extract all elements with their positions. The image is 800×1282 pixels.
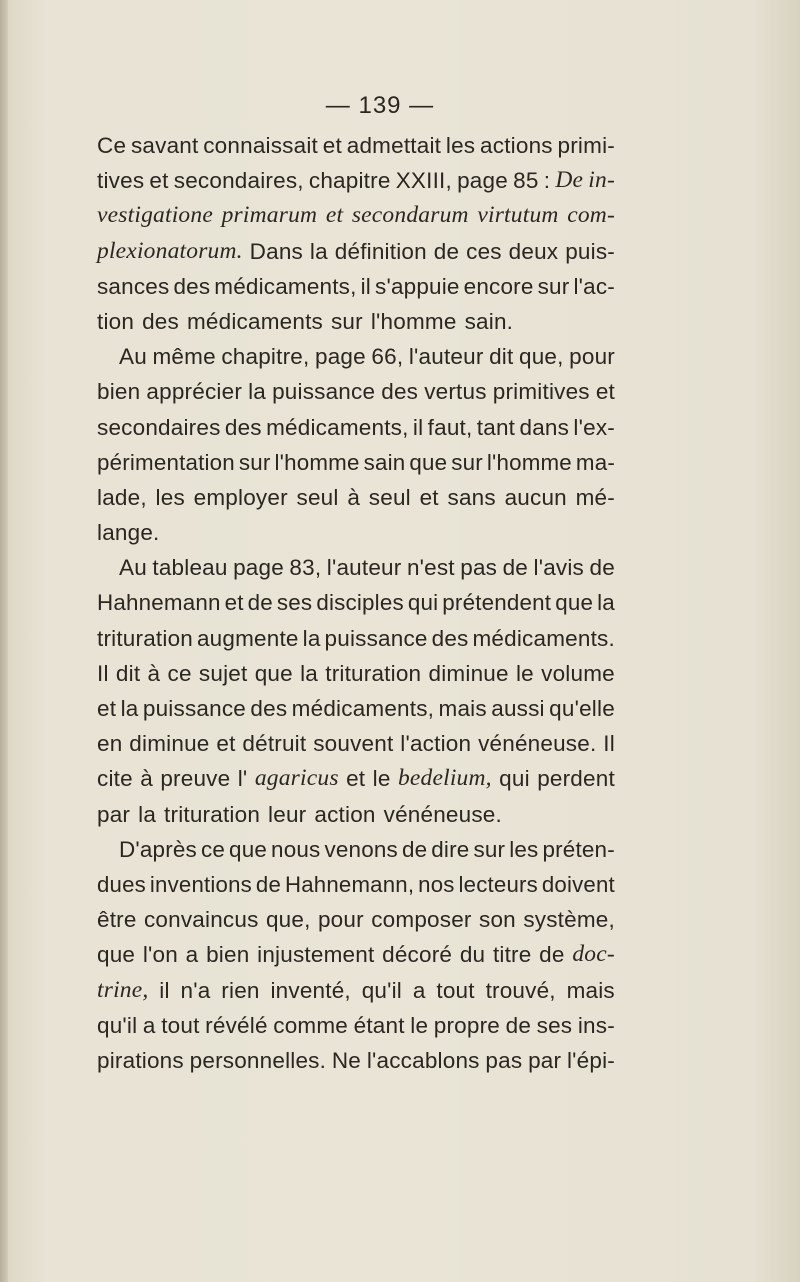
text-word: tout <box>161 1012 200 1038</box>
text-word: sur <box>238 449 271 475</box>
text-word: qu'il <box>97 1012 138 1038</box>
text-word: : <box>543 168 551 194</box>
text-line <box>97 973 615 1008</box>
text-word: détruit <box>242 731 307 757</box>
text-word: rien <box>221 977 260 1003</box>
text-line <box>97 410 615 445</box>
text-word: en <box>97 731 123 757</box>
text-word: volume <box>541 660 615 686</box>
text-word: des <box>381 379 419 405</box>
text-word: de <box>502 555 529 581</box>
text-word: disciples <box>316 590 404 616</box>
text-word: à <box>140 766 153 792</box>
text-word: Il <box>603 731 615 757</box>
text-word: la <box>300 660 319 686</box>
text-word: de <box>401 836 428 862</box>
text-word: personnelles. <box>189 1047 327 1073</box>
text-word: médicaments. <box>472 625 615 651</box>
text-line <box>97 656 615 691</box>
text-word: 66, <box>371 344 404 370</box>
text-word: ce <box>167 660 192 686</box>
text-word: que, <box>265 907 311 933</box>
text-word: ses <box>276 590 313 616</box>
text-word: que <box>97 942 136 968</box>
text-word: l'on <box>142 942 178 968</box>
text-word: sances <box>97 273 170 299</box>
text-word: décoré <box>382 942 453 968</box>
text-line <box>97 797 615 832</box>
text-word: lecteurs <box>458 871 538 897</box>
page-number: — 139 — <box>325 92 435 119</box>
text-word: secondaires, <box>173 168 304 194</box>
text-word: 83, <box>289 555 322 581</box>
text-word: que <box>555 590 594 616</box>
text-word: composer <box>371 907 472 933</box>
text-word: des <box>431 625 469 651</box>
text-word: et <box>346 766 366 792</box>
text-word: connaissait <box>203 133 319 158</box>
text-word: tion <box>97 308 135 334</box>
body-text <box>97 128 615 1078</box>
text-word: doivent <box>541 871 615 897</box>
text-word: cite <box>97 766 133 792</box>
text-word: trouvé, <box>485 977 556 1003</box>
text-word: Dans <box>249 238 303 264</box>
text-line <box>97 163 615 198</box>
text-line <box>97 304 615 339</box>
text-line <box>97 761 615 796</box>
text-word: deux <box>508 238 559 264</box>
text-word: mais <box>566 977 615 1003</box>
text-word: lange. <box>97 520 160 546</box>
text-word: l'accablons <box>366 1047 480 1073</box>
text-word: la <box>138 801 157 827</box>
text-word: médicaments <box>186 308 323 334</box>
text-line <box>97 902 615 937</box>
text-word: tout <box>436 977 475 1003</box>
text-word: que <box>229 836 268 862</box>
text-word: chapitre, <box>221 344 310 370</box>
text-line <box>97 515 615 550</box>
text-line <box>97 128 615 163</box>
text-word: convaincus <box>143 907 259 933</box>
text-word: employer <box>193 484 288 510</box>
text-word: diminue <box>428 660 509 686</box>
text-word: système, <box>523 907 615 933</box>
text-word: la <box>120 696 139 721</box>
text-word: l'avis <box>533 555 585 581</box>
text-word: puissance <box>324 625 428 651</box>
text-word: virtutum <box>477 202 559 229</box>
text-word: doc- <box>572 941 615 968</box>
text-word: sur <box>451 449 483 475</box>
text-word: mais <box>438 696 487 721</box>
text-word: Hahnemann, <box>284 871 415 897</box>
text-word: primarum <box>221 202 318 229</box>
text-word: ce <box>200 836 226 862</box>
text-word: Au <box>119 344 147 370</box>
text-word: sans <box>447 484 496 510</box>
text-word: la <box>248 379 266 405</box>
text-word: le <box>515 660 534 686</box>
text-word: secondaires <box>97 414 221 440</box>
text-word: et <box>97 696 117 721</box>
text-word: page <box>233 555 284 581</box>
text-line <box>97 374 615 409</box>
text-word: le <box>410 1012 429 1038</box>
text-word: sujet <box>198 660 248 686</box>
text-word: seul <box>296 484 339 510</box>
text-word: Hahnemann <box>97 590 221 616</box>
text-word: bedelium, <box>397 765 492 792</box>
text-line <box>97 480 615 515</box>
text-word: trituration <box>97 625 193 651</box>
text-word: dues <box>97 871 146 897</box>
text-word: Ce <box>97 133 127 158</box>
text-word: sur <box>537 273 570 299</box>
text-word: l' <box>237 766 248 792</box>
text-word: à <box>347 484 361 510</box>
text-word: pas <box>460 555 498 581</box>
text-word: encore <box>463 273 534 299</box>
text-word: la <box>302 625 321 651</box>
text-word: aussi <box>491 696 545 721</box>
text-line <box>97 198 615 233</box>
text-word: com- <box>567 202 615 229</box>
text-word: dire <box>431 836 470 862</box>
text-word: tableau <box>152 555 228 581</box>
text-word: et <box>595 379 615 405</box>
text-word: trituration <box>325 660 422 686</box>
text-word: sain <box>363 449 406 475</box>
text-word: sur <box>330 308 363 334</box>
text-word: souvent <box>313 731 394 757</box>
text-word: a <box>142 1012 156 1038</box>
text-word: que <box>254 660 293 686</box>
text-word: qui <box>407 590 439 616</box>
text-word: pour <box>317 907 364 933</box>
text-word: pour <box>569 344 615 370</box>
text-word: par <box>528 1047 562 1073</box>
text-word: être <box>97 907 137 933</box>
text-word: a <box>185 942 199 968</box>
text-word: et <box>224 590 244 616</box>
text-word: les <box>155 484 185 510</box>
text-word: Au <box>119 555 147 581</box>
text-word: inventé, <box>270 977 351 1003</box>
text-word: a <box>412 977 426 1003</box>
text-word: savant <box>130 133 199 158</box>
text-word: bien <box>206 942 250 968</box>
text-word: perdent <box>537 766 615 792</box>
text-word: tant <box>476 414 516 440</box>
text-word: puissance <box>142 696 246 721</box>
text-word: l'action <box>400 731 472 757</box>
text-word: primitives <box>492 379 590 405</box>
text-word: et <box>325 202 344 229</box>
text-word: nous <box>271 836 321 862</box>
text-word: s'appuie <box>375 273 460 299</box>
text-word: Il <box>97 660 109 686</box>
text-word: XXIII, <box>395 168 452 194</box>
text-word: le <box>372 766 391 792</box>
text-word: définition <box>334 238 427 264</box>
binding-edge <box>0 0 8 1282</box>
text-word: augmente <box>196 625 299 651</box>
text-word: Ne <box>331 1047 362 1073</box>
text-word: n'a <box>180 977 211 1003</box>
text-word: lade, <box>97 484 147 510</box>
text-word: vestigatione <box>97 202 213 229</box>
text-word: médicaments, <box>291 696 435 721</box>
text-word: primi- <box>557 133 615 158</box>
text-word: préten- <box>542 836 615 862</box>
text-word: que, <box>519 344 564 370</box>
text-word: aucun <box>504 484 567 510</box>
text-word: De <box>555 167 584 194</box>
text-word: titre <box>492 942 532 968</box>
text-word: sain. <box>464 308 514 334</box>
text-word: tives <box>97 168 145 194</box>
text-word: et <box>419 484 439 510</box>
text-word: pirations <box>97 1047 184 1073</box>
text-word: qu'il <box>361 977 403 1003</box>
text-line <box>97 445 615 480</box>
text-word: puis- <box>565 238 615 264</box>
text-word: bien <box>97 379 141 405</box>
text-word: les <box>445 133 476 158</box>
text-word: et <box>322 133 342 158</box>
text-word: admettait <box>346 133 442 158</box>
text-word: mé- <box>575 484 615 510</box>
text-line <box>97 585 615 620</box>
text-line <box>97 1008 615 1043</box>
text-word: D'après <box>119 836 197 862</box>
text-word: comme <box>273 1012 349 1038</box>
text-word: seul <box>368 484 411 510</box>
text-word: sur <box>473 836 506 862</box>
text-word: par <box>97 801 131 827</box>
text-word: n'est <box>406 555 455 581</box>
text-word: vénéneuse. <box>383 801 502 827</box>
text-word: l'ac- <box>573 273 615 299</box>
text-word: page <box>314 344 366 370</box>
text-word: de <box>255 871 282 897</box>
text-word: ces <box>466 238 502 264</box>
text-word: et <box>149 168 169 194</box>
text-word: l'homme <box>274 449 360 475</box>
text-word: ma- <box>575 449 615 475</box>
text-word: l'épi- <box>566 1047 615 1073</box>
text-word: nos <box>418 871 455 897</box>
text-word: des <box>250 696 288 721</box>
text-line <box>97 234 615 269</box>
text-line <box>97 269 615 304</box>
text-word: de <box>505 1012 532 1038</box>
text-word: il <box>360 273 371 299</box>
text-word: trituration <box>164 801 261 827</box>
text-line <box>97 832 615 867</box>
text-word: qui <box>499 766 530 792</box>
text-word: des <box>173 273 211 299</box>
text-word: périmentation <box>97 449 235 475</box>
text-line <box>97 726 615 761</box>
text-line <box>97 867 615 902</box>
text-line <box>97 691 615 726</box>
text-word: vertus <box>424 379 487 405</box>
text-word: prétendent <box>442 590 552 616</box>
text-word: apprécier <box>146 379 243 405</box>
text-word: faut, <box>427 414 473 440</box>
text-word: de <box>247 590 273 616</box>
text-word: et <box>216 731 236 757</box>
text-word: agaricus <box>254 765 339 792</box>
text-word: actions <box>480 133 553 158</box>
text-word: ses <box>536 1012 573 1038</box>
text-word: trine, <box>97 976 149 1003</box>
text-word: les <box>509 836 539 862</box>
text-word: injustement <box>257 942 375 968</box>
text-word: 85 <box>513 168 539 194</box>
text-word: il <box>412 414 424 440</box>
text-word: inventions <box>149 871 252 897</box>
text-line <box>97 937 615 972</box>
text-word: des <box>224 414 262 440</box>
text-word: du <box>459 942 486 968</box>
text-word: étant <box>353 1012 405 1038</box>
text-word: propre <box>433 1012 501 1038</box>
text-word: qu'elle <box>549 696 615 721</box>
text-word: médicaments, <box>266 414 409 440</box>
text-word: chapitre <box>308 168 391 194</box>
text-word: des <box>142 308 179 334</box>
text-word: à <box>147 660 161 686</box>
text-word: puissance <box>272 379 376 405</box>
text-word: vénéneuse. <box>478 731 597 757</box>
text-word: l'homme <box>486 449 572 475</box>
text-word: révélé <box>205 1012 268 1038</box>
text-word: preuve <box>160 766 231 792</box>
text-word: plexionatorum. <box>97 237 243 264</box>
text-word: dit <box>489 344 514 370</box>
text-word: de <box>433 238 460 264</box>
text-word: la <box>309 238 328 264</box>
text-word: de <box>539 942 565 968</box>
text-word: médicaments, <box>214 273 357 299</box>
text-word: même <box>152 344 216 370</box>
text-line <box>97 339 615 374</box>
text-word: dans <box>519 414 570 440</box>
text-word: que <box>409 449 448 475</box>
text-word: il <box>159 977 170 1003</box>
text-word: de <box>589 555 615 581</box>
text-word: dit <box>115 660 141 686</box>
text-word: pas <box>485 1047 523 1073</box>
text-word: leur <box>268 801 307 827</box>
text-word: l'auteur <box>408 344 484 370</box>
text-word: la <box>597 590 615 616</box>
text-line <box>97 550 615 585</box>
text-word: action <box>314 801 376 827</box>
text-word: diminue <box>129 731 210 757</box>
text-line <box>97 621 615 656</box>
text-word: ins- <box>577 1012 615 1038</box>
text-word: in- <box>588 167 615 194</box>
text-word: l'homme <box>370 308 457 334</box>
text-word: l'auteur <box>326 555 402 581</box>
text-word: page <box>457 168 508 194</box>
text-word: venons <box>324 836 398 862</box>
text-word: secondarum <box>351 202 469 229</box>
text-line <box>97 1043 615 1078</box>
text-word: l'ex- <box>573 414 615 440</box>
text-word: son <box>479 907 516 933</box>
